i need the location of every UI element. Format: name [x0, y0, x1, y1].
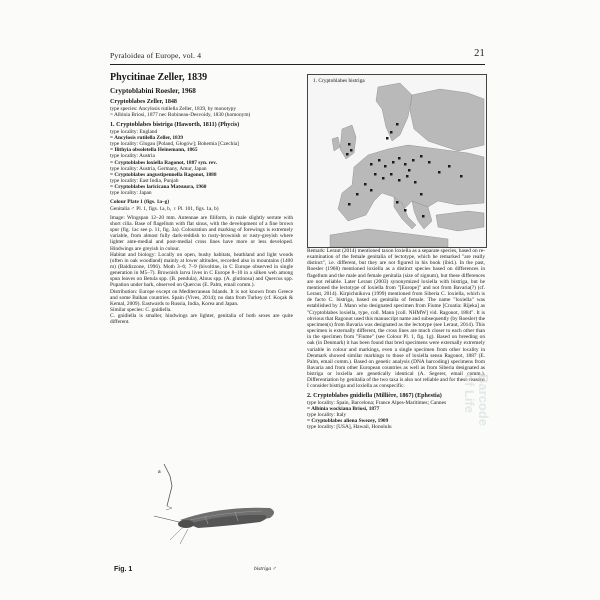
synonym-2: = Ilithyia obsoletella Heinemann, 1865 [110, 147, 198, 154]
species-2-synonym-2-locality: type locality: [USA], Hawaii, Honolulu [307, 424, 392, 431]
header-title: Pyraloidea of Europe, vol. 4 [110, 51, 202, 60]
left-column [110, 70, 293, 326]
tribe-heading: Cryptoblabini Roesler, 1968 [110, 87, 196, 95]
figure-caption: bistriga ♂ [254, 566, 277, 572]
genus-type-species: type species: Ancylosis rutilella Zeller, 1839, by monotypy [110, 106, 237, 113]
species-2-synonym-1-locality: type locality: Italy [307, 412, 347, 419]
species-2-synonym-2: = Cryptoblabes aliena Swezey, 1909 [307, 418, 389, 425]
similar-species-text: C. gnidiella is smaller, hindwings are lighter, genitalia of both sexes are quite different. [110, 313, 293, 326]
species-2-synonym-1: = Albinia wockiana Briosi, 1877 [307, 405, 380, 412]
europe-map-graphic [308, 75, 486, 247]
subfamily-heading: Phycitinae Zeller, 1839 [110, 72, 208, 83]
synonym-3: = Cryptoblabes loxiella Ragonot, 1887 syn. rev. [110, 159, 218, 166]
image-description: Image: Wingspan 12–20 mm. Antennae are filiform, in male slightly serrate with short cilia. Base of flagellum with flat sinus, with the development of a fine brown spur (fig. 1ac see p. 11, fig. 3a). Colouration and marking of forewings is extremely variable, from almost fully dark-reddish to rusty-brownish or rusty-greyish where lighter ante-medial and post-medial cross lines have more or less developed. Hindwings are greyish in colour. [110, 214, 293, 252]
map-label: 1. Cryptoblabes bistriga [313, 78, 365, 84]
figure-part-label: a [158, 469, 161, 475]
synonym-4: = Cryptoblabes angustipennella Ragonot, 1888 [110, 171, 217, 178]
synonym-3-locality: type locality: Austria, Germany, Amur, Japan [110, 165, 207, 172]
running-header [110, 50, 485, 65]
synonym-1: = Ancylosis rutilella Zeller, 1839 [110, 134, 184, 141]
genus-synonym: = Albinia Briosi, 1877 nec Robineau-Desvoidy, 1830 (homonym) [110, 112, 251, 119]
figure-label: Fig. 1 [114, 566, 133, 573]
species-1-type-locality: type locality: England [110, 128, 158, 135]
distribution-map [307, 74, 487, 248]
synonym-4-locality: type locality: East India, Punjab [110, 177, 179, 184]
page-number: 21 [474, 48, 485, 59]
moth-figure [110, 458, 293, 578]
moth-illustration [110, 458, 293, 578]
remark-paragraph: Remark: Leraut (2014) mentioned taxon loxiella as a separate species, based on re-examination of the female genitalia of lectotype, which he remarked "are really distinct", i.e. different, but they are not figured in his book (ibid.). In the past, Roesler (1968) mentioned loxiella as a distinct species based on differences in flagellum and the male and female genitalia (size of signum), but these differences are not reliable. Later Leraut (2003) synonymized loxiella with bistriga, but he mentioned the lectotype of loxiella from "[Europe]" and not from Bavaria(?) (cf. Leraut, 2014). Kirpichnikova (1999) mentioned from Siberia C. loxiella, which is de facto C. bistriga, based on genitalia of female. The name "loxiella" was established by J. Mann who designated specimen from Fiume [Croatia: Rijeka] as "Cryptoblabes loxiella, type, coll. Mann [coll. NHMW] vid. Ragonot, 1884". It is obvious that Ragonot used this manuscript name and subsequently (by Roesler) the specimen(s) from Bavaria was designated as the lectotype (see Leraut, 2014). This specimen is externally different, the cross lines are much closer to each other than in the specimen from "Fiume" (see Colour Pl. 1, fig. 1g). Based on breeding on oak (in Denmark) it has been found that bred specimens were externally extremely variable in colour and markings, even a single specimen from other locality in Denmark showed similar markings to those of loxiella sensu Ragonot, 1887 (E. Palm, email comm.). Based on genetic analysis (DNA barcoding) specimens from Bavaria and from other European countries as well as from Siberia designated as bistriga or loxiella are genetically identical (A. Segerer, email comm.). Differentiation by genitalia of the two taxa is also not reliable and for these reasons I consider bistriga and loxiella as conspecific. [307, 248, 485, 390]
synonym-5-locality: type locality: Japan [110, 190, 152, 197]
similar-species: Similar species: C. gnidiella. [110, 307, 172, 314]
colour-plate-ref: Colour Plate 1 (figs. 1a–g) [110, 199, 170, 206]
species-1-heading: 1. Cryptoblabes bistriga (Haworth, 1811) (Phycis) [110, 121, 240, 128]
species-2-type-locality: type locality: Spain, Barcelona; France Alpes-Maritimes; Cannes [307, 399, 447, 406]
distribution: Distribution: Europe except on Mediterranean Islands. It is not known from Greece and some Balkan countries. Spain (Vives, 2014); no data from Turkey (cf. Koçak & Kemal, 2009). Eastwards to Russia, India, Korea and Japan. [110, 288, 293, 307]
habitat-biology: Habitat and biology: Locally on open, bushy habitats, heathland and light woods (often in oak woodland) mainly at lower altitudes, recorded also in mountains (1400 m) (Baldizzone, 1996). Moth 3–6; 7–9 (bivoltine, in C Europe observed in single generation in M5–7). Brownish larva lives in C Europe 8–10 in a silken web among spun leaves on Betula spp. (B. pendula), Alnus spp. (A. glutinosa) and Quercus spp. Pupation under bark, observed on Quercus (E. Palm, email comm.). [110, 251, 293, 289]
species-2-heading: 2. Cryptoblabes gnidiella (Millière, 1867) (Ephestia) [307, 392, 442, 399]
genitalia-ref: Genitalia ♂ Pl. 1, figs. 1a, b, ♀ Pl. 101, figs. 1a, b) [110, 205, 219, 212]
synonym-2-locality: type locality: Austria [110, 153, 155, 160]
watermark-stamp: Barcode of Life [462, 374, 491, 427]
synonym-1-locality: type locality: Glogau [Poland, Głogów]; Bohemia [Czechia] [110, 141, 239, 148]
genus-heading: Cryptoblabes Zeller, 1848 [110, 99, 177, 105]
synonym-5: = Cryptoblabes laricicana Matsuura, 1960 [110, 184, 207, 191]
